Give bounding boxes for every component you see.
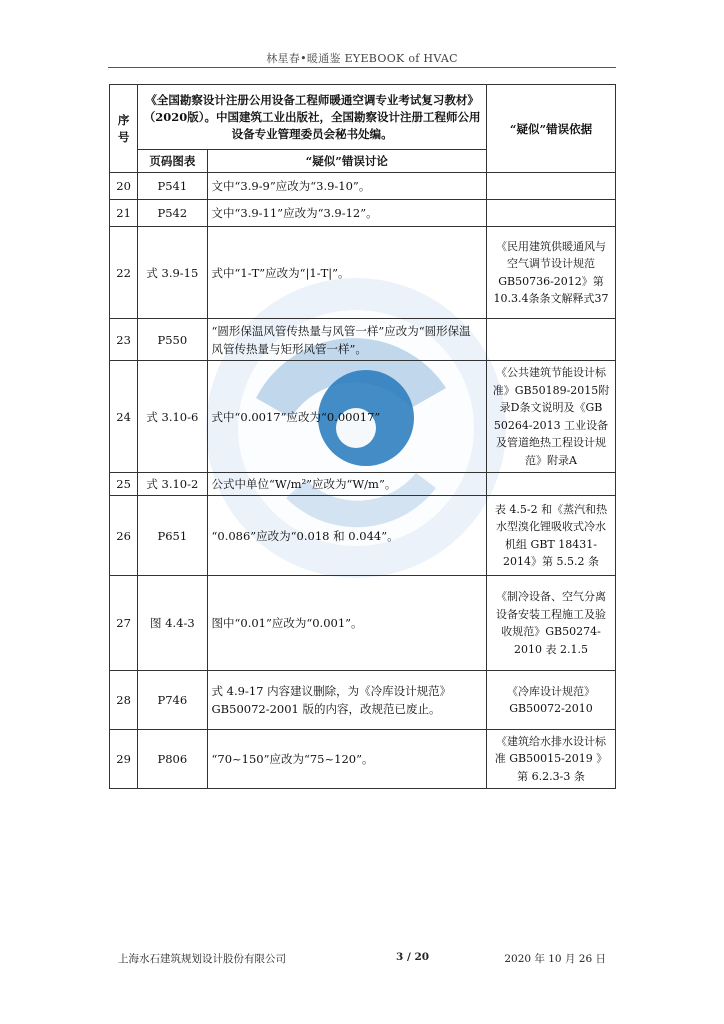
table-row: [110, 496, 616, 576]
row-basis: [487, 173, 616, 200]
row-page: P541: [138, 173, 207, 200]
header-page: 页码图表: [138, 150, 207, 173]
row-desc: 式中“1-T”应改为“|1-T|”。: [207, 227, 487, 319]
footer-date: 2020 年 10 月 26 日: [504, 953, 606, 965]
table-row: [110, 730, 616, 789]
row-basis: [487, 473, 616, 496]
row-desc: “圆形保温风管传热量与风管一样”应改为“圆形保温风管传热量与矩形风管一样”。: [207, 319, 487, 361]
table-row: [110, 227, 616, 319]
row-no: 28: [110, 671, 138, 730]
row-no: 29: [110, 730, 138, 789]
row-basis: 《建筑给水排水设计标准 GB50015-2019 》第 6.2.3-3 条: [487, 730, 616, 789]
table-row: [110, 200, 616, 227]
row-basis: 表 4.5-2 和《蒸汽和热水型溴化锂吸收式冷水机组 GBT 18431-2014》第 5.5.2 条: [487, 496, 616, 576]
row-no: 22: [110, 227, 138, 319]
row-desc: 图中“0.01”应改为“0.001”。: [207, 576, 487, 671]
row-basis: [487, 200, 616, 227]
row-no: 24: [110, 361, 138, 473]
row-basis: 《民用建筑供暖通风与空气调节设计规范GB50736-2012》第10.3.4条条文解释式37: [487, 227, 616, 319]
footer-page-number: 3 / 20: [396, 951, 430, 963]
row-no: 25: [110, 473, 138, 496]
row-page: P542: [138, 200, 207, 227]
row-desc: “0.086”应改为“0.018 和 0.044”。: [207, 496, 487, 576]
row-basis: 《公共建筑节能设计标准》GB50189-2015附录D条文说明及《GB 50264-2013 工业设备及管道绝热工程设计规范》附录A: [487, 361, 616, 473]
table-row: [110, 173, 616, 200]
footer-company: 上海水石建筑规划设计股份有限公司: [118, 953, 286, 965]
row-desc: 公式中单位“W/m²”应改为“W/m”。: [207, 473, 487, 496]
row-basis: [487, 319, 616, 361]
row-page: P651: [138, 496, 207, 576]
row-basis: 《制冷设备、空气分离设备安装工程施工及验收规范》GB50274-2010 表 2.1.5: [487, 576, 616, 671]
row-desc: 式 4.9-17 内容建议删除，为《冷库设计规范》GB50072-2001 版的内容，改规范已废止。: [207, 671, 487, 730]
header-rule: [108, 67, 616, 68]
row-page: P746: [138, 671, 207, 730]
row-desc: 式中“0.0017”应改为“0.00017”: [207, 361, 487, 473]
table-row: [110, 361, 616, 473]
table-row: [110, 473, 616, 496]
row-no: 26: [110, 496, 138, 576]
row-page: 式 3.10-6: [138, 361, 207, 473]
table-row: [110, 576, 616, 671]
row-desc: 文中“3.9-11”应改为“3.9-12”。: [207, 200, 487, 227]
row-desc: 文中“3.9-9”应改为“3.9-10”。: [207, 173, 487, 200]
row-no: 20: [110, 173, 138, 200]
header-basis: “疑似”错误依据: [487, 85, 616, 173]
row-no: 27: [110, 576, 138, 671]
row-page: 式 3.10-2: [138, 473, 207, 496]
table-row: [110, 319, 616, 361]
row-page: P550: [138, 319, 207, 361]
header-discussion: “疑似”错误讨论: [207, 150, 487, 173]
header-no: 序号: [110, 85, 138, 173]
row-page: 图 4.4-3: [138, 576, 207, 671]
row-page: P806: [138, 730, 207, 789]
row-desc: “70~150”应改为“75~120”。: [207, 730, 487, 789]
row-no: 21: [110, 200, 138, 227]
row-basis: 《冷库设计规范》GB50072-2010: [487, 671, 616, 730]
page-header-title: 林星春•暖通鉴 EYEBOOK of HVAC: [266, 52, 458, 65]
row-page: 式 3.9-15: [138, 227, 207, 319]
errata-table: [109, 84, 616, 789]
table-row: [110, 671, 616, 730]
row-no: 23: [110, 319, 138, 361]
header-book-title: 《全国勘察设计注册公用设备工程师暖通空调专业考试复习教材》（2020版）。中国建筑工业出版社，全国勘察设计注册工程师公用设备专业管理委员会秘书处编。: [138, 85, 487, 150]
